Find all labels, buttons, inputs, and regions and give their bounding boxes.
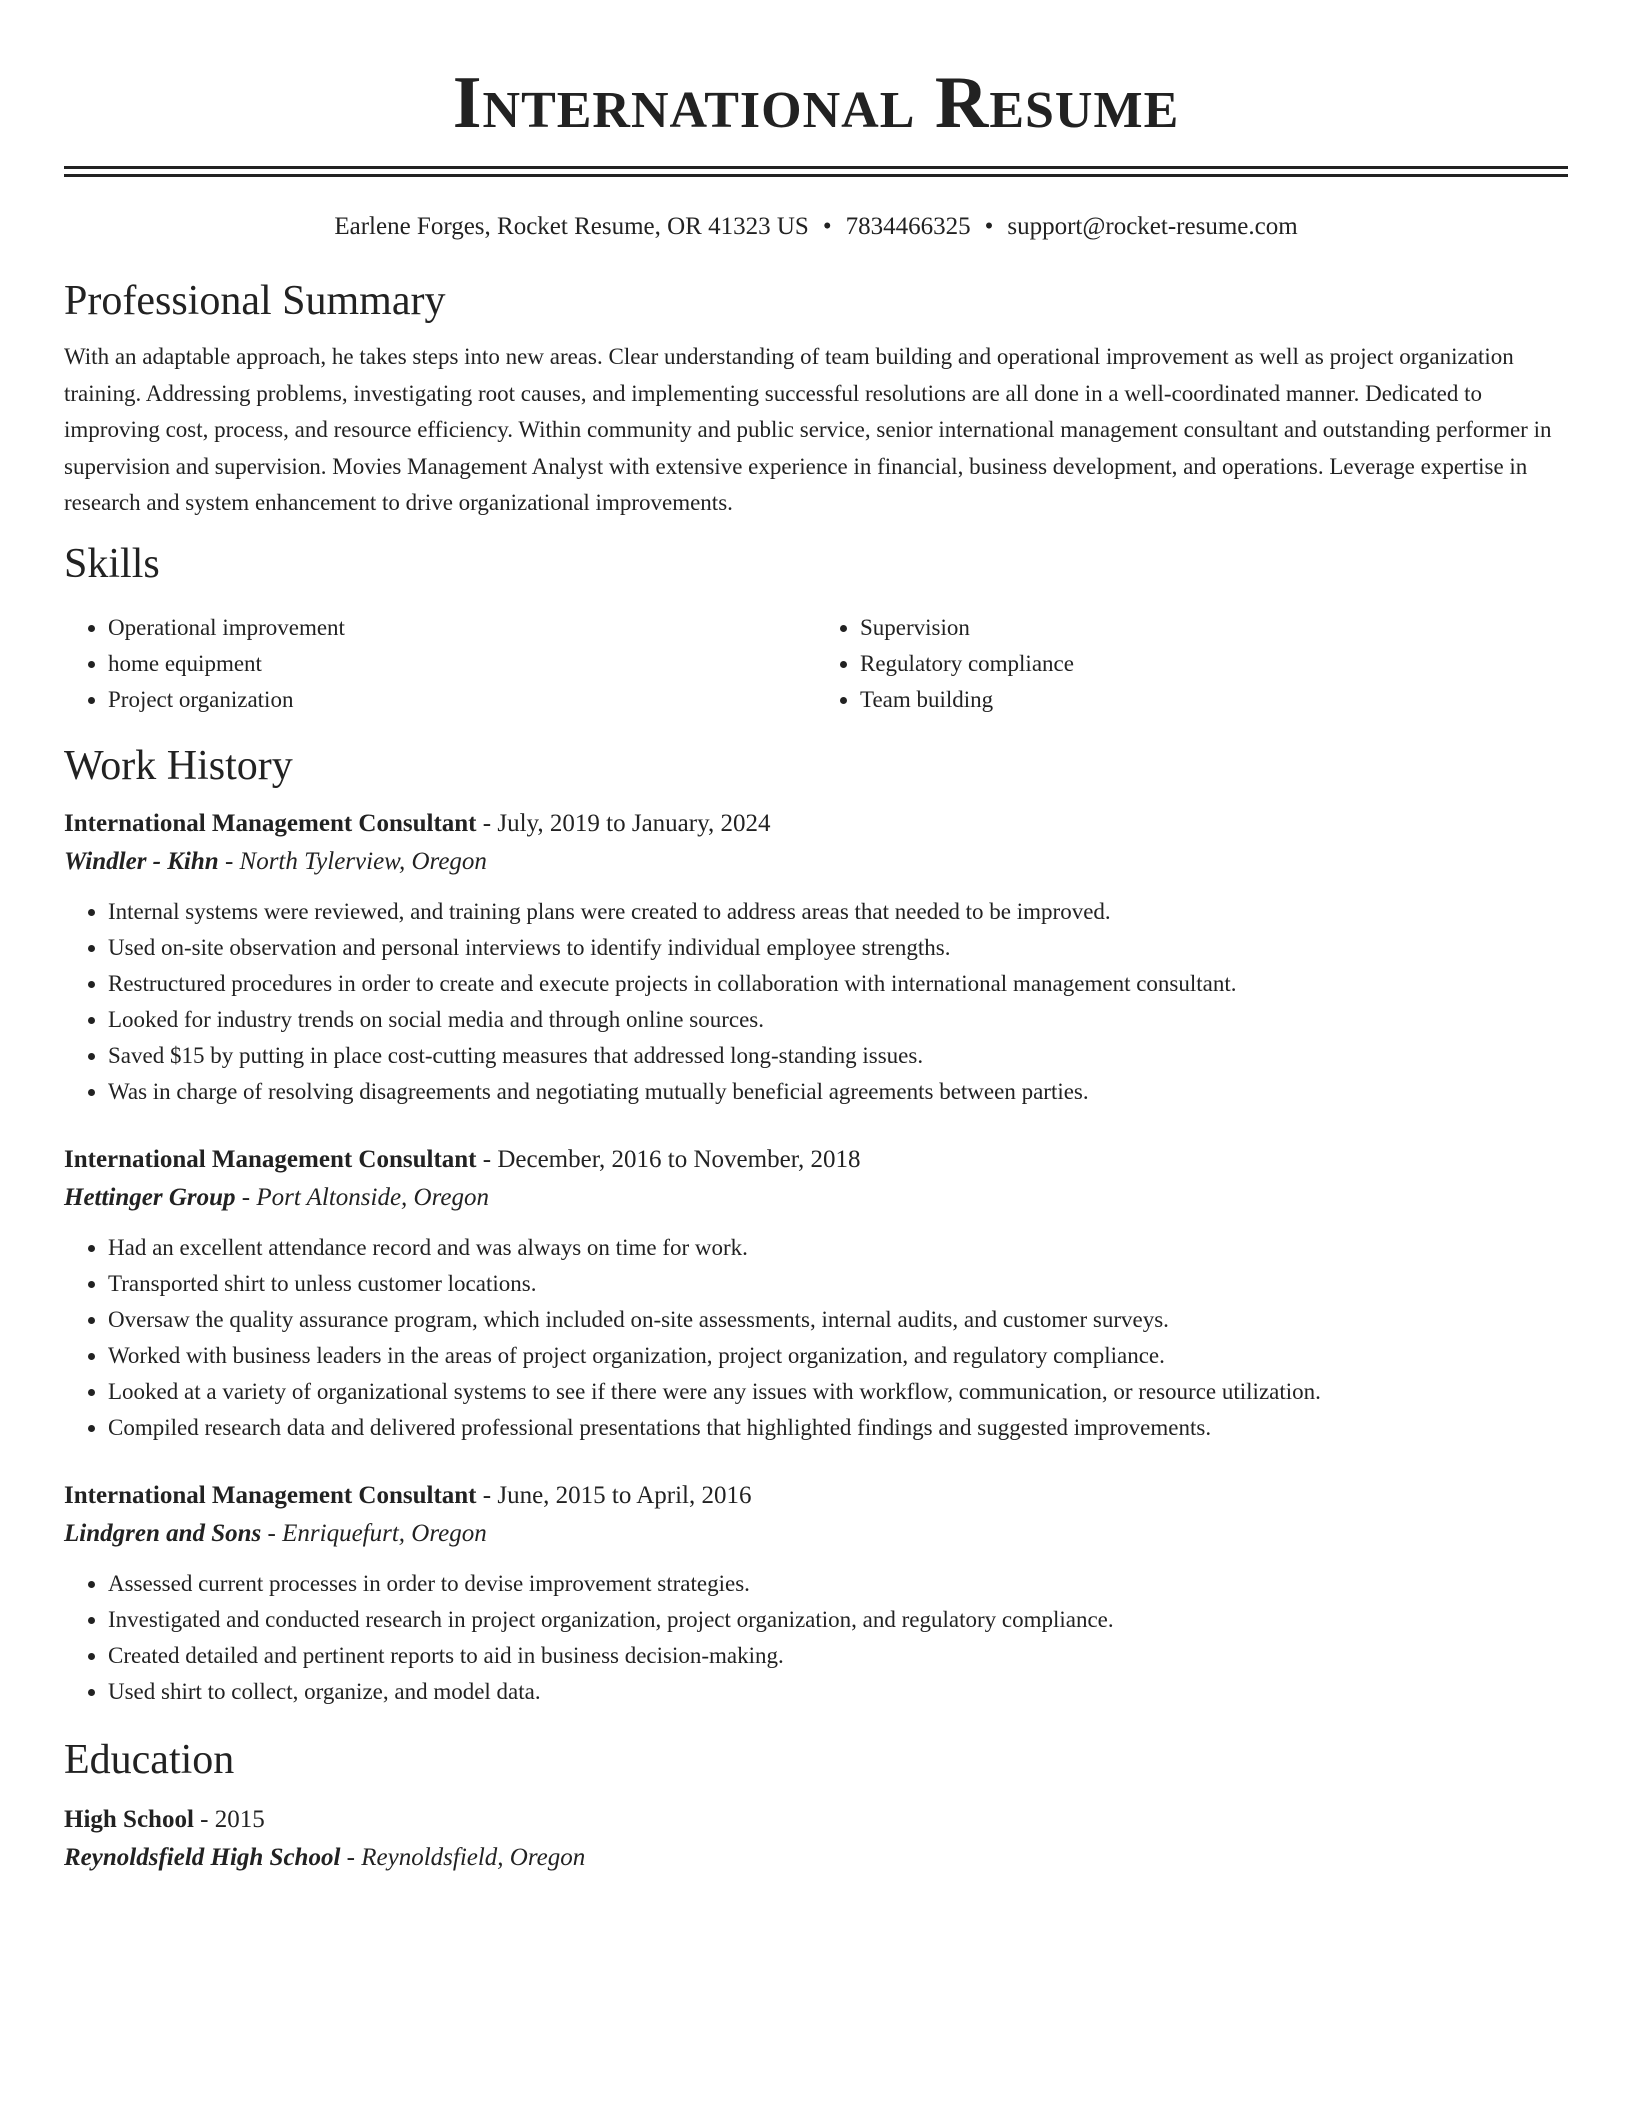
employer-name: Windler - Kihn [64,847,219,875]
employer-location: - North Tylerview, Oregon [218,847,487,875]
job-bullet: • Compiled research data and delivered professional presentations that highlighted findings and suggested improvements. [108,1410,1568,1446]
job-bullet: • Assessed current processes in order to devise improvement strategies. [108,1566,1568,1602]
education-entry [64,1802,1568,1876]
school-location: - Reynoldsfield, Oregon [340,1843,586,1871]
job-entry [64,1142,1568,1446]
skill-item: • Regulatory compliance [860,646,1568,682]
job-bullet: • Used shirt to collect, organize, and model data. [108,1674,1568,1710]
skills-list [64,610,1568,718]
skill-item: • Team building [860,682,1568,718]
employer-location: - Port Altonside, Oregon [235,1183,490,1211]
resume-title: International Resume [452,62,1180,144]
contact-address: Earlene Forges, Rocket Resume, OR 41323 US [334,213,809,240]
job-title-line [64,806,1568,842]
job-bullet: • Used on-site observation and personal interviews to identify individual employee strengths. [108,930,1568,966]
contact-separator: • [822,213,832,240]
job-title: International Management Consultant [64,809,477,837]
skill-item: • Operational improvement [108,610,816,646]
skill-item: • Project organization [108,682,816,718]
work-history-heading: Work History [64,742,293,789]
job-bullet: • Created detailed and pertinent reports to aid in business decision-making. [108,1638,1568,1674]
contact-line [64,211,1568,243]
job-bullet: • Looked for industry trends on social media and through online sources. [108,1002,1568,1038]
contact-phone: 7834466325 [845,213,971,240]
employer-line [64,1516,1568,1552]
skills-heading: Skills [64,540,160,587]
resume-page [64,0,1568,1876]
skills-column-left [64,610,816,718]
job-bullet: • Restructured procedures in order to create and execute projects in collaboration with international management consultant. [108,966,1568,1002]
job-title: International Management Consultant [64,1481,477,1509]
contact-email: support@rocket-resume.com [1007,213,1298,240]
degree-line [64,1802,1568,1838]
job-bullet: • Was in charge of resolving disagreements and negotiating mutually beneficial agreements between parties. [108,1074,1568,1110]
job-bullet: • Oversaw the quality assurance program, which included on-site assessments, internal audits, and customer surveys. [108,1302,1568,1338]
job-title-line [64,1142,1568,1178]
job-title: International Management Consultant [64,1145,477,1173]
job-bullet: • Looked at a variety of organizational systems to see if there were any issues with workflow, communication, or resource utilization. [108,1374,1568,1410]
employer-line [64,1180,1568,1216]
job-bullet: • Internal systems were reviewed, and training plans were created to address areas that needed to be improved. [108,894,1568,930]
education-heading: Education [64,1736,235,1783]
job-dates: - December, 2016 to November, 2018 [476,1145,861,1173]
job-bullet: • Transported shirt to unless customer locations. [108,1266,1568,1302]
job-dates: - July, 2019 to January, 2024 [476,809,771,837]
job-entry [64,806,1568,1110]
degree-name: High School [64,1805,194,1833]
job-bullets [64,1566,1568,1710]
summary-heading: Professional Summary [64,278,446,324]
job-bullet: • Investigated and conducted research in project organization, project organization, and regulatory compliance. [108,1602,1568,1638]
job-title-line [64,1478,1568,1514]
school-name: Reynoldsfield High School [64,1843,341,1871]
skill-item: • home equipment [108,646,816,682]
title-rule-top [64,166,1568,169]
job-bullet: • Had an excellent attendance record and was always on time for work. [108,1230,1568,1266]
job-bullets [64,894,1568,1110]
contact-separator: • [984,213,994,240]
employer-name: Lindgren and Sons [64,1519,262,1547]
skill-item: • Supervision [860,610,1568,646]
job-dates: - June, 2015 to April, 2016 [476,1481,752,1509]
school-line [64,1840,1568,1876]
title-rule-bottom [64,174,1568,177]
skills-column-right [816,610,1568,718]
job-bullet: • Worked with business leaders in the areas of project organization, project organization, and regulatory compliance. [108,1338,1568,1374]
employer-location: - Enriquefurt, Oregon [261,1519,487,1547]
job-entry [64,1478,1568,1710]
employer-name: Hettinger Group [64,1183,236,1211]
summary-text: With an adaptable approach, he takes steps into new areas. Clear understanding of team building and operational improvement as well as project organization training. Addressing problems, investigating root causes, and implementing successful resolutions are all done in a well-coordinated manner. Dedicated to improving cost, process, and resource efficiency. Within community and public service, senior international management consultant and outstanding performer in supervision and supervision. Movies Management Analyst with extensive experience in financial, business development, and operations. Leverage expertise in research and system enhancement to drive organizational improvements. [64,344,1552,515]
job-bullets [64,1230,1568,1446]
degree-year: - 2015 [193,1805,265,1833]
job-bullet: • Saved $15 by putting in place cost-cutting measures that addressed long-standing issues. [108,1038,1568,1074]
employer-line [64,844,1568,880]
